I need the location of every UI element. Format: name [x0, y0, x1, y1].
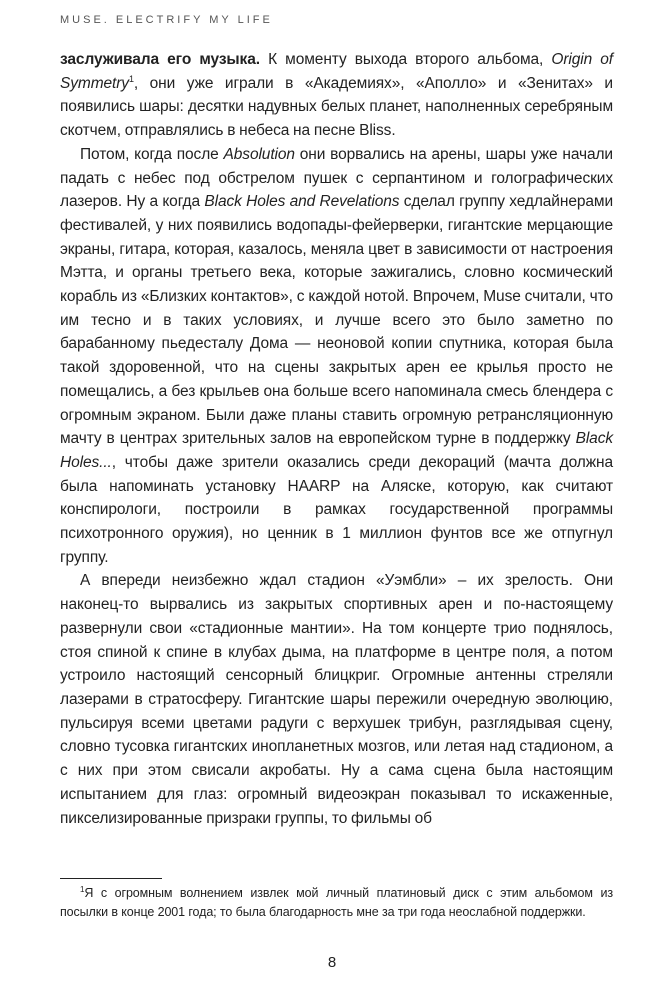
text-run: сделал группу хедлайнерами фестивалей, у них появились водопады-фейерверки, гигантские мерцающие экраны, гитара, которая, казалось, меняла цвет в зависимости от настроения Мэтта, и органы третьего века, которые зажигались, словно космический корабль из «Близких контактов», с каждой нотой. Впрочем, Muse считали, что им тесно и в таких условиях, и лучше всего это было заметно по барабанному пьедесталу Дома — неоновой копии спутника, которая была такой здоровенной, что на сцены закрытых арен ее крылья просто не помещались, а без крыльев она больше всего напоминала смесь блендера с огромным экраном. Были даже планы ставить огромную ретрансляционную мачту в центрах зрительных залов на европейском турне в поддержку [60, 193, 613, 448]
paragraph [60, 569, 613, 830]
text-run: , они уже играли в «Академиях», «Аполло» и «Зенитах» и появились шары: десятки надувных белых планет, наполненных серебряным скотчем, отправлялись в небеса на песне Bliss. [60, 74, 613, 140]
footnote-reference: 1 [128, 73, 134, 84]
text-run: А впереди неизбежно ждал стадион «Уэмбли» – их зрелость. Они наконец-то вырвались из закрытых спортивных арен и по-настоящему развернули свои «стадионные мантии». На том концерте трио поднялось, стоя спиной к спине в клубах дыма, на платформе в центре поля, а потом устроило настоящий сенсорный блицкриг. Огромные антенны стреляли лазерами в стратосферу. Гигантские шары пережили очередную эволюцию, пульсируя всеми цветами радуги с верхушек трибун, разглядывая сцену, словно тусовка гигантских инопланетных мозгов, или летая над стадионом, а с них при этом свисали акробаты. Ну а сама сцена была настоящим испытанием для глаз: огромный видеоэкран показывал то искаженные, пикселизированные призраки группы, то фильмы об [60, 572, 613, 827]
footnote [60, 884, 613, 921]
text-run: Потом, когда после [80, 145, 224, 163]
paragraph [60, 143, 613, 570]
text-run: Black Holes... [60, 430, 613, 471]
footnote-marker: 1 [80, 884, 85, 894]
footnote-divider [60, 878, 162, 879]
text-run: Origin of Symmetry [60, 51, 614, 92]
text-run: , чтобы даже зрители оказались среди декораций (мачта должна была напоминать установку HAARP на Аляске, которую, как считают конспирологи, построили в рамках государственной программы психотронного оружия), но ценник в 1 миллион фунтов все же отпугнул группу. [60, 453, 613, 566]
paragraph [60, 48, 613, 143]
page-number: 8 [327, 954, 337, 971]
text-run: К моменту выхода второго альбома, [259, 51, 552, 68]
text-run: заслуживала его музыка. [60, 51, 260, 68]
text-run: они ворвались на арены, шары уже начали падать с небес под обстрелом пушек с серпантином и голографических лазеров. Ну а когда [60, 145, 613, 211]
text-run: Absolution [223, 145, 295, 163]
footnote-text: Я с огромным волнением извлек мой личный платиновый диск с этим альбомом из посылки в конце 2001 года; то была благодарность мне за три года неослабной поддержки. [60, 886, 613, 919]
running-head: MUSE. ELECTRIFY MY LIFE [60, 14, 273, 26]
text-run: Black Holes and Revelations [204, 193, 400, 211]
body-text [60, 48, 613, 830]
